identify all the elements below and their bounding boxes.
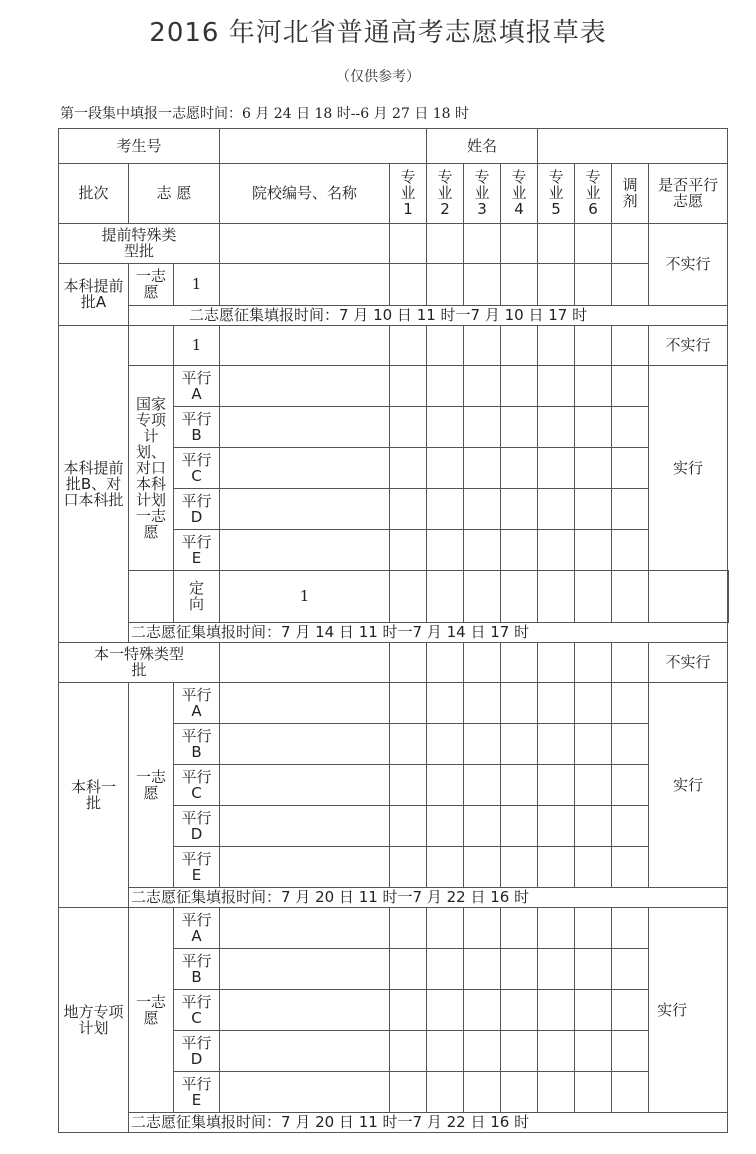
cell-input[interactable] (220, 489, 390, 530)
tier1-special-batch-label: 本一特殊类型批 (59, 643, 220, 683)
cell-input[interactable] (538, 949, 575, 990)
cell-input[interactable] (538, 1031, 575, 1072)
cell-input[interactable] (612, 530, 649, 571)
cell-input[interactable] (390, 571, 427, 623)
parallel-status: 不实行 (649, 643, 728, 683)
cell-input[interactable] (390, 643, 427, 683)
cell-input[interactable] (538, 643, 575, 683)
second-choice-time-note: 二志愿征集填报时间：7 月 10 日 11 时一7 月 10 日 17 时 (129, 306, 728, 326)
cell-input[interactable] (427, 1072, 464, 1113)
choice-number: 1 (174, 264, 220, 306)
cell-input[interactable] (390, 806, 427, 847)
parallel-status: 不实行 (649, 224, 728, 306)
cell-input[interactable] (501, 264, 538, 306)
cell-input[interactable] (612, 448, 649, 489)
cell-input[interactable] (427, 326, 464, 366)
cell-input[interactable] (220, 724, 390, 765)
cell-input[interactable] (612, 908, 649, 949)
cell-input[interactable] (427, 643, 464, 683)
cell-input[interactable] (612, 1031, 649, 1072)
adjust-header: 调剂 (612, 164, 649, 224)
cell-input[interactable] (220, 366, 390, 407)
cell-input[interactable] (390, 530, 427, 571)
cell-input[interactable] (575, 643, 612, 683)
cell-input[interactable] (538, 806, 575, 847)
cell-input[interactable] (538, 990, 575, 1031)
cell-input[interactable] (575, 990, 612, 1031)
parallel-status: 实行 (649, 683, 728, 888)
cell-input[interactable] (612, 990, 649, 1031)
cell-input[interactable] (575, 847, 612, 888)
cell-input[interactable] (464, 908, 501, 949)
page-title: 2016 年河北省普通高考志愿填报草表 (149, 18, 607, 48)
cell-input[interactable] (575, 1072, 612, 1113)
parallel-label: 平行C (174, 990, 220, 1031)
cell-input[interactable] (220, 806, 390, 847)
cell-input[interactable] (390, 448, 427, 489)
cell-input[interactable] (575, 366, 612, 407)
cell-input[interactable] (427, 407, 464, 448)
parallel-label: 平行A (174, 683, 220, 724)
application-form-table (58, 128, 729, 1133)
cell-input[interactable] (575, 908, 612, 949)
bk-early-b-label: 本科提前批B、对口本科批 (59, 326, 129, 643)
cell-input[interactable] (538, 326, 575, 366)
cell-input[interactable] (464, 264, 501, 306)
second-choice-time-note: 二志愿征集填报时间：7 月 20 日 11 时一7 月 22 日 16 时 (129, 888, 728, 908)
cell-input[interactable] (501, 949, 538, 990)
cell-input[interactable] (612, 1072, 649, 1113)
cell-input[interactable] (464, 326, 501, 366)
first-choice-label: 一志愿 (129, 683, 174, 888)
cell-input[interactable] (427, 847, 464, 888)
cell-input[interactable] (538, 530, 575, 571)
cell-input[interactable] (501, 366, 538, 407)
cell-input[interactable] (501, 765, 538, 806)
cell-input[interactable] (220, 847, 390, 888)
parallel-label: 平行B (174, 949, 220, 990)
parallel-label: 平行E (174, 530, 220, 571)
major4-header: 专业4 (501, 164, 538, 224)
cell-input[interactable] (501, 908, 538, 949)
cell-input[interactable] (612, 489, 649, 530)
cell-input[interactable] (220, 683, 390, 724)
choice-number: 1 (174, 326, 220, 366)
cell-input[interactable] (501, 847, 538, 888)
cell-input[interactable] (575, 806, 612, 847)
cell-input[interactable] (612, 264, 649, 306)
cell-input[interactable] (390, 724, 427, 765)
cell-input[interactable] (390, 224, 427, 264)
cell-input[interactable] (427, 765, 464, 806)
cell-input[interactable] (538, 448, 575, 489)
cell-input[interactable] (538, 489, 575, 530)
cell-input[interactable] (575, 489, 612, 530)
cell-input[interactable] (220, 407, 390, 448)
cell-input[interactable] (464, 724, 501, 765)
parallel-label: 平行E (174, 1072, 220, 1113)
cell-input[interactable] (538, 366, 575, 407)
cell-input[interactable] (464, 366, 501, 407)
cell-input[interactable] (390, 366, 427, 407)
early-special-batch-label: 提前特殊类型批 (59, 224, 220, 264)
cell-input[interactable] (390, 326, 427, 366)
cell-input[interactable] (220, 326, 390, 366)
cell-input[interactable] (390, 908, 427, 949)
cell-input[interactable] (538, 765, 575, 806)
cell-input[interactable] (427, 264, 464, 306)
cell-input[interactable] (390, 683, 427, 724)
cell-input[interactable] (501, 407, 538, 448)
blank-cell (129, 326, 174, 366)
second-choice-time-note: 二志愿征集填报时间：7 月 20 日 11 时一7 月 22 日 16 时 (129, 1113, 728, 1133)
cell-input[interactable] (427, 530, 464, 571)
cell-input[interactable] (501, 806, 538, 847)
cell-input[interactable] (427, 949, 464, 990)
cell-input[interactable] (538, 571, 575, 623)
parallel-label: 平行C (174, 448, 220, 489)
cell-input[interactable] (464, 990, 501, 1031)
first-stage-info: 第一段集中填报一志愿时间：6 月 24 日 18 时--6 月 27 日 18 时 (60, 106, 470, 122)
local-plan-label: 地方专项计划 (59, 908, 129, 1133)
cell-input[interactable] (612, 847, 649, 888)
parallel-label: 平行D (174, 1031, 220, 1072)
cell-input[interactable] (501, 448, 538, 489)
cell-input[interactable] (427, 990, 464, 1031)
parallel-status (728, 571, 729, 623)
cell-input[interactable] (464, 530, 501, 571)
cell-input[interactable] (427, 448, 464, 489)
major2-header: 专业2 (427, 164, 464, 224)
cell-input[interactable] (464, 847, 501, 888)
parallel-label: 平行B (174, 724, 220, 765)
major3-header: 专业3 (464, 164, 501, 224)
cell-input[interactable] (501, 489, 538, 530)
cell-input[interactable] (220, 908, 390, 949)
cell-input[interactable] (390, 1072, 427, 1113)
cell-input[interactable] (390, 765, 427, 806)
cell-input[interactable] (501, 530, 538, 571)
cell-input[interactable] (612, 949, 649, 990)
cell-input[interactable] (220, 949, 390, 990)
cell-input[interactable] (612, 326, 649, 366)
parallel-label: 平行D (174, 806, 220, 847)
cell-input[interactable] (390, 847, 427, 888)
national-plan-label: 国家专项计划、对口本科计划一志愿 (129, 366, 174, 571)
cell-input[interactable] (612, 765, 649, 806)
cell-input[interactable] (427, 724, 464, 765)
parallel-label: 平行A (174, 908, 220, 949)
cell-input[interactable] (464, 407, 501, 448)
cell-input[interactable] (427, 908, 464, 949)
cell-input[interactable] (390, 264, 427, 306)
cell-input[interactable] (220, 765, 390, 806)
second-choice-time-note: 二志愿征集填报时间：7 月 14 日 11 时一7 月 14 日 17 时 (129, 623, 728, 643)
name-label: 姓名 (427, 129, 538, 164)
cell-input[interactable] (575, 724, 612, 765)
cell-input[interactable] (501, 643, 538, 683)
blank-cell (129, 571, 174, 623)
cell-input[interactable] (575, 224, 612, 264)
cell-input[interactable] (501, 724, 538, 765)
name-input[interactable] (538, 129, 728, 164)
cell-input[interactable] (612, 224, 649, 264)
cell-input[interactable] (575, 264, 612, 306)
exam-no-input[interactable] (220, 129, 427, 164)
cell-input[interactable] (427, 683, 464, 724)
cell-input[interactable] (538, 908, 575, 949)
cell-input[interactable] (538, 407, 575, 448)
cell-input[interactable] (220, 1031, 390, 1072)
cell-input[interactable] (390, 990, 427, 1031)
page-subtitle: （仅供参考） (336, 69, 420, 85)
cell-input[interactable] (220, 448, 390, 489)
cell-input[interactable] (464, 489, 501, 530)
tier1-label: 本科一批 (59, 683, 129, 908)
cell-input[interactable] (612, 407, 649, 448)
cell-input[interactable] (464, 1072, 501, 1113)
parallel-label: 平行E (174, 847, 220, 888)
choice-number: 1 (220, 571, 390, 623)
parallel-label: 平行B (174, 407, 220, 448)
cell-input[interactable] (575, 530, 612, 571)
cell-input[interactable] (575, 571, 612, 623)
major6-header: 专业6 (575, 164, 612, 224)
cell-input[interactable] (575, 683, 612, 724)
cell-input[interactable] (220, 264, 390, 306)
cell-input[interactable] (575, 765, 612, 806)
cell-input[interactable] (427, 806, 464, 847)
cell-input[interactable] (464, 1031, 501, 1072)
cell-input[interactable] (220, 990, 390, 1031)
cell-input[interactable] (612, 571, 649, 623)
exam-no-label: 考生号 (59, 129, 220, 164)
cell-input[interactable] (464, 806, 501, 847)
cell-input[interactable] (538, 847, 575, 888)
cell-input[interactable] (501, 224, 538, 264)
parallel-header: 是否平行志愿 (649, 164, 728, 224)
first-choice-label: 一志愿 (129, 908, 174, 1113)
cell-input[interactable] (427, 224, 464, 264)
cell-input[interactable] (649, 571, 728, 623)
cell-input[interactable] (501, 683, 538, 724)
parallel-label: 平行C (174, 765, 220, 806)
cell-input[interactable] (612, 724, 649, 765)
choice-header: 志 愿 (129, 164, 220, 224)
major5-header: 专业5 (538, 164, 575, 224)
cell-input[interactable] (538, 1072, 575, 1113)
parallel-label: 平行A (174, 366, 220, 407)
cell-input[interactable] (220, 224, 390, 264)
cell-input[interactable] (575, 407, 612, 448)
cell-input[interactable] (575, 448, 612, 489)
cell-input[interactable] (464, 683, 501, 724)
cell-input[interactable] (427, 571, 464, 623)
batch-header: 批次 (59, 164, 129, 224)
parallel-status: 不实行 (649, 326, 728, 366)
parallel-status: 实行 (649, 366, 728, 571)
cell-input[interactable] (220, 530, 390, 571)
bk-early-a-label: 本科提前批A (59, 264, 129, 326)
cell-input[interactable] (390, 949, 427, 990)
cell-input[interactable] (612, 643, 649, 683)
cell-input[interactable] (612, 366, 649, 407)
cell-input[interactable] (464, 765, 501, 806)
cell-input[interactable] (427, 366, 464, 407)
cell-input[interactable] (220, 643, 390, 683)
cell-input[interactable] (575, 1031, 612, 1072)
parallel-status: 实行 (649, 908, 728, 1113)
cell-input[interactable] (390, 407, 427, 448)
cell-input[interactable] (538, 264, 575, 306)
cell-input[interactable] (612, 806, 649, 847)
cell-input[interactable] (538, 224, 575, 264)
cell-input[interactable] (575, 949, 612, 990)
cell-input[interactable] (464, 571, 501, 623)
cell-input[interactable] (612, 683, 649, 724)
cell-input[interactable] (501, 1072, 538, 1113)
cell-input[interactable] (390, 1031, 427, 1072)
directed-label: 定向 (174, 571, 220, 623)
cell-input[interactable] (464, 224, 501, 264)
major1-header: 专业1 (390, 164, 427, 224)
school-header: 院校编号、名称 (220, 164, 390, 224)
parallel-label: 平行D (174, 489, 220, 530)
cell-input[interactable] (501, 571, 538, 623)
cell-input[interactable] (427, 489, 464, 530)
cell-input[interactable] (501, 990, 538, 1031)
cell-input[interactable] (501, 1031, 538, 1072)
cell-input[interactable] (575, 326, 612, 366)
cell-input[interactable] (538, 724, 575, 765)
cell-input[interactable] (538, 683, 575, 724)
cell-input[interactable] (464, 448, 501, 489)
cell-input[interactable] (501, 326, 538, 366)
cell-input[interactable] (220, 1072, 390, 1113)
cell-input[interactable] (464, 643, 501, 683)
cell-input[interactable] (464, 949, 501, 990)
cell-input[interactable] (390, 489, 427, 530)
cell-input[interactable] (427, 1031, 464, 1072)
first-choice-label: 一志愿 (129, 264, 174, 306)
